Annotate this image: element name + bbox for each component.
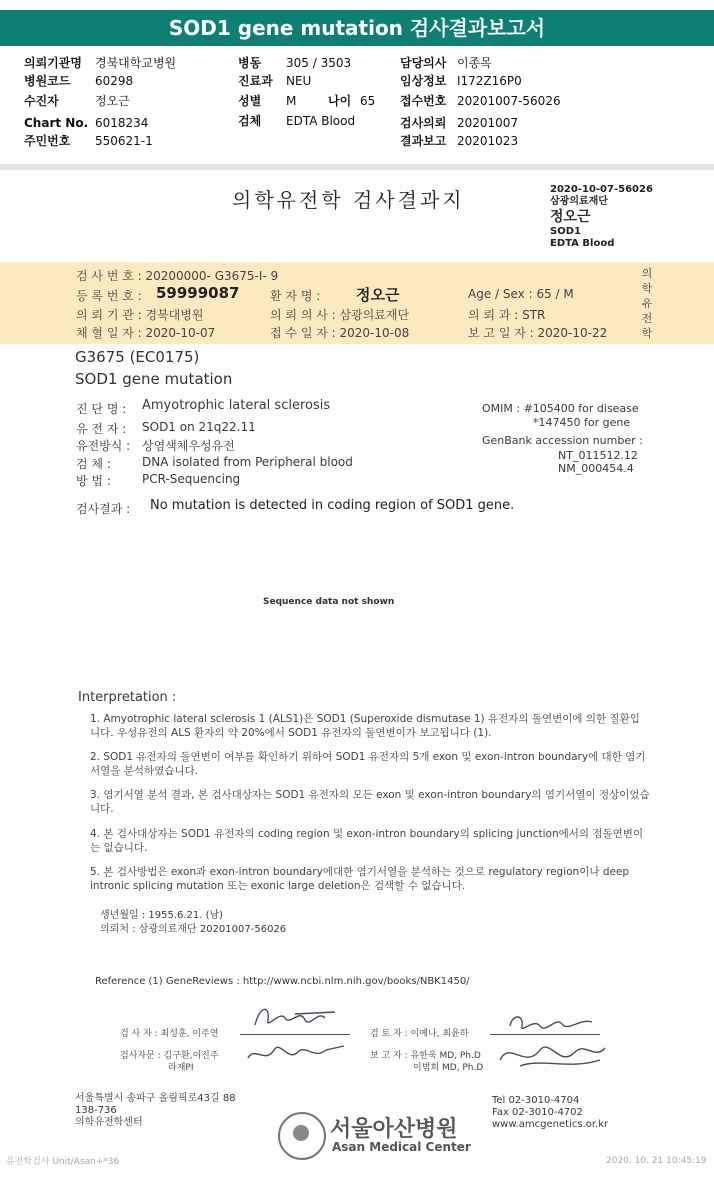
asan-logo-mark-icon — [293, 1125, 309, 1141]
meta-receipt-no-value: 20201007-56026 — [457, 94, 561, 108]
birth-date: 생년월일 : 1955.6.21. (남) — [100, 910, 224, 921]
advisor-signature-image — [240, 1036, 350, 1070]
band-patient-value: 정오근 — [356, 286, 400, 304]
meta-clinical-info-value: I172Z16P0 — [457, 74, 522, 88]
band-reg-label: 등 록 번 호 : — [76, 289, 142, 303]
band-institution: 의 뢰 기 관 : 경북대병원 — [76, 308, 204, 322]
report-meta-panel — [0, 46, 714, 164]
meta-chart-no: Chart No. — [24, 116, 89, 130]
field-specimen-label: 검 체 : — [76, 457, 111, 471]
interpretation-title: Interpretation : — [78, 690, 177, 705]
meta-hospital-code-value: 60298 — [95, 74, 134, 88]
field-method-label: 방 법 : — [76, 474, 111, 488]
field-gene-label: 유 전 자 : — [76, 422, 127, 436]
hospital-name-english: Asan Medical Center — [332, 1140, 471, 1154]
meta-chart-no-value: 6018234 — [95, 116, 149, 130]
genbank-nm: NM_000454.4 — [558, 462, 634, 475]
result-value: No mutation is detected in coding region of SOD1 gene. — [150, 498, 515, 513]
field-diagnosis-value: Amyotrophic lateral sclerosis — [142, 398, 331, 413]
meta-ward-value: 305 / 3503 — [286, 56, 352, 70]
reference-link: Reference (1) GeneReviews : http://www.ncbi.nlm.nih.gov/books/NBK1450/ — [95, 976, 470, 987]
test-code: G3675 (EC0175) — [75, 348, 200, 366]
signer-advisor-2: 라재PI — [168, 1063, 194, 1073]
meta-specimen: 검체 — [238, 114, 262, 128]
band-patient-label: 환 자 명 : — [270, 289, 321, 303]
reporter-signature-image — [490, 1030, 610, 1076]
band-received-date: 접 수 일 자 : 2020-10-08 — [270, 326, 410, 340]
meta-ward: 병동 — [238, 56, 262, 70]
meta-clinical-info: 임상정보 — [400, 74, 447, 88]
signer-advisor: 검사자문 : 김구환,이진주 — [120, 1051, 219, 1061]
band-collect-date: 채 혈 일 자 : 2020-10-07 — [76, 326, 216, 340]
meta-sex: 성별 — [238, 94, 262, 108]
meta-institution-value: 경북대학교병원 — [95, 56, 177, 70]
interpretation-item-4: 4. 본 검사대상자는 SOD1 유전자의 coding region 및 exon-intron boundary의 splicing junction에서의 점돌연변이는 없습니다. — [90, 828, 644, 854]
requester-info: 의뢰처 : 삼광의료재단 20201007-56026 — [100, 924, 287, 935]
signer-tester: 검 사 자 : 최성훈, 이주연 — [120, 1029, 219, 1039]
meta-request-date-value: 20201007 — [457, 116, 519, 130]
omim-disease: OMIM : #105400 for disease — [482, 402, 639, 415]
interpretation-item-1: 1. Amyotrophic lateral sclerosis 1 (ALS1)은 SOD1 (Superoxide dismutase 1) 유전자의 돌연변이에 의한 질환입니다. 우성유전의 ALS 환자의 약 20%에서 SOD1 유전자의 돌연변이가 보고됩니다 (1). — [90, 713, 640, 739]
interpretation-item-3: 3. 염기서열 분석 결과, 본 검사대상자는 SOD1 유전자의 모든 exon 및 exon-intron boundary의 염기서열이 정상이었습니다. — [90, 789, 650, 815]
meta-resident-no-value: 550621-1 — [95, 134, 153, 148]
field-gene-value: SOD1 on 21q22.11 — [142, 420, 256, 434]
scanned-report-image — [0, 170, 714, 1178]
meta-resident-no: 주민번호 — [24, 134, 71, 148]
meta-department-value: NEU — [286, 74, 312, 88]
meta-specimen-value: EDTA Blood — [286, 114, 356, 128]
band-age-sex: Age / Sex : 65 / M — [468, 287, 574, 301]
result-label: 검사결과 : — [76, 502, 131, 516]
meta-age: 나이 — [328, 94, 352, 108]
interpretation-item-2: 2. SOD1 유전자의 돌연변이 여부를 확인하기 위하여 SOD1 유전자의 5개 exon 및 exon-intron boundary에 대한 염기서열을 분석하였습니다. — [90, 751, 646, 777]
contact-block: Tel 02-3010-4704 Fax 02-3010-4702 www.amcgenetics.or.kr — [492, 1095, 609, 1130]
field-inheritance-label: 유전방식 : — [76, 439, 131, 453]
field-method-value: PCR-Sequencing — [142, 472, 241, 486]
band-report-date: 보 고 일 자 : 2020-10-22 — [468, 326, 608, 340]
meta-receipt-no: 접수번호 — [400, 94, 447, 108]
genbank-label: GenBank accession number : — [482, 434, 643, 447]
test-name: SOD1 gene mutation — [75, 370, 233, 388]
meta-hospital-code: 병원코드 — [24, 74, 71, 88]
footer-left-stamp: 유전학검사 Unit/Asan+*36 — [6, 1157, 120, 1167]
meta-attending: 담당의사 — [400, 56, 447, 70]
scan-document-title: 의학유전학 검사결과지 — [232, 188, 465, 212]
band-reg-value: 59999087 — [156, 284, 240, 302]
band-referrer: 의 뢰 의 사 : 삼광의료재단 — [270, 308, 410, 322]
interpretation-item-5: 5. 본 검사방법은 exon과 exon-intron boundary에대한 염기서열을 분석하는 것으로 regulatory region이나 deep intronic splicing mutation 또는 exonic large deletion은 검색할 수 없습니다. — [90, 866, 630, 892]
band-department: 의 뢰 과 : STR — [468, 308, 546, 322]
field-inheritance-value: 상염색체우성유전 — [142, 439, 235, 453]
tester-signature-line — [240, 1034, 350, 1035]
signer-reporter-2: 이범희 MD, Ph.D — [413, 1063, 484, 1073]
meta-request-date: 검사의뢰 — [400, 116, 447, 130]
scan-top-right-label: 2020-10-07-56026 삼광의료재단 정오근 SOD1 EDTA Blood — [550, 184, 653, 249]
band-vertical-label: 의학유전학 — [641, 267, 653, 340]
field-diagnosis-label: 진 단 명 : — [76, 402, 127, 416]
tester-signature-image — [240, 1000, 350, 1036]
meta-sex-value: M — [286, 94, 297, 108]
hospital-name-korean: 서울아산병원 — [330, 1117, 458, 1142]
meta-age-value: 65 — [360, 94, 376, 108]
meta-institution: 의뢰기관명 — [24, 56, 82, 70]
meta-attending-value: 이종목 — [457, 56, 492, 70]
meta-department: 진료과 — [238, 74, 273, 88]
report-banner: SOD1 gene mutation 검사결과보고서 — [0, 10, 714, 46]
signer-reporter: 보 고 자 : 유한욱 MD, Ph.D — [370, 1051, 481, 1061]
omim-gene: *147450 for gene — [533, 416, 631, 429]
footer-timestamp: 2020. 10. 21 10:45:19 — [606, 1156, 707, 1166]
band-exam-no: 검 사 번 호 : 20200000- G3675-I- 9 — [76, 269, 279, 283]
field-specimen-value: DNA isolated from Peripheral blood — [142, 455, 353, 469]
signer-reviewer: 검 토 자 : 이예나, 최윤하 — [370, 1029, 469, 1039]
address-block: 서울특별시 송파구 올림픽로43길 88 138-736 의학유전학센터 — [75, 1093, 236, 1128]
meta-report-date: 결과보고 — [400, 134, 447, 148]
sequence-note: Sequence data not shown — [263, 597, 395, 607]
meta-report-date-value: 20201023 — [457, 134, 519, 148]
meta-patient-value: 정오근 — [95, 94, 130, 108]
meta-patient: 수진자 — [24, 94, 59, 108]
genbank-nt: NT_011512.12 — [558, 449, 638, 462]
